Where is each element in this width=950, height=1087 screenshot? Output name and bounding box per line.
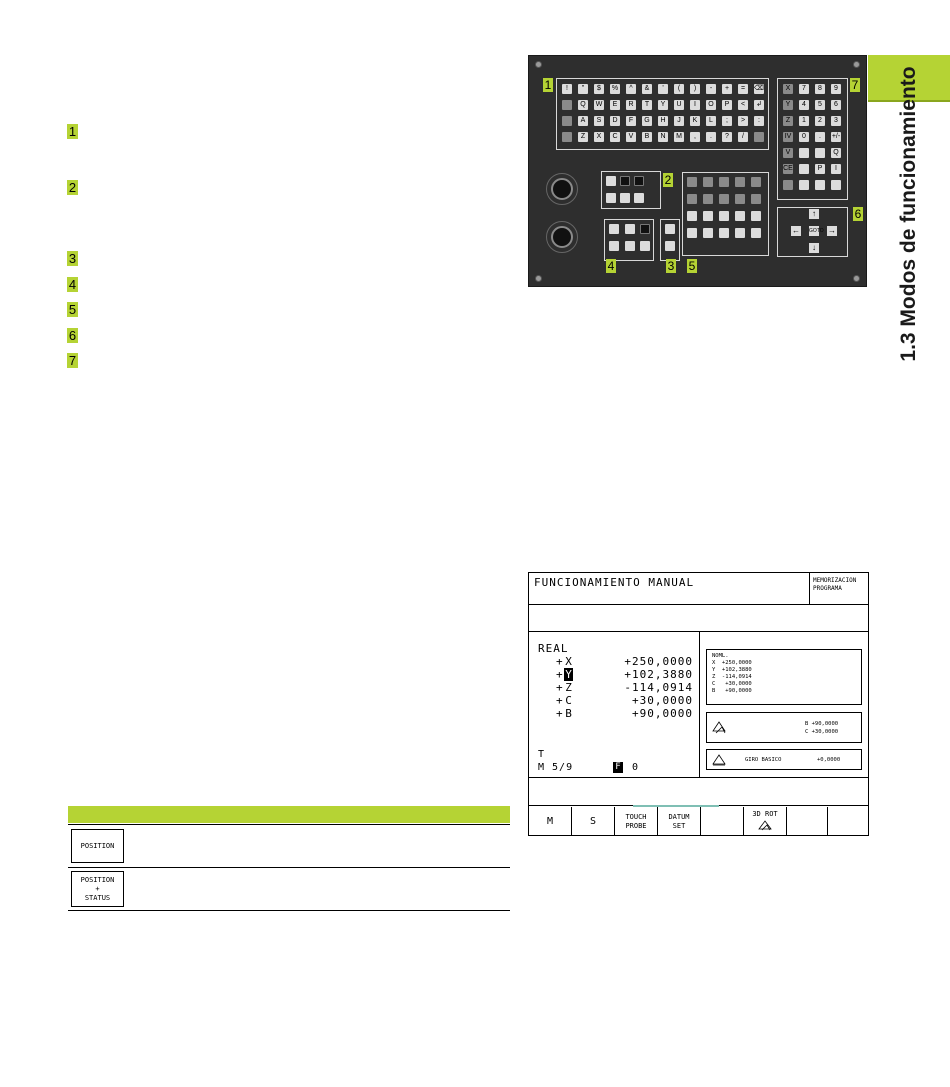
alpha-key[interactable]: K xyxy=(690,116,700,126)
screw-icon xyxy=(853,275,860,282)
header-divider xyxy=(809,573,810,604)
panel-label-1: 1 xyxy=(544,78,552,92)
dialog-key[interactable] xyxy=(719,194,729,204)
numeric-key[interactable] xyxy=(799,148,809,158)
dialog-key[interactable] xyxy=(719,177,729,187)
alpha-key[interactable]: / xyxy=(738,132,748,142)
softkey-m[interactable]: M xyxy=(546,816,554,827)
3d-rotation-icon xyxy=(711,719,727,735)
basic-rotation-box xyxy=(706,749,862,770)
program-edit-key[interactable] xyxy=(665,224,675,234)
softkey-empty-5[interactable] xyxy=(701,809,743,835)
screw-icon xyxy=(535,275,542,282)
table-rule xyxy=(68,867,510,868)
dialog-key[interactable] xyxy=(703,228,713,238)
panel-label-4: 4 xyxy=(607,259,615,273)
alpha-key[interactable]: ! xyxy=(562,84,572,94)
mode-key[interactable] xyxy=(640,224,650,234)
axis-value: +250,0000 xyxy=(624,655,693,668)
axis-name: Z xyxy=(565,681,572,694)
position-status-softkey[interactable] xyxy=(71,871,124,907)
alpha-key[interactable]: V xyxy=(626,132,636,142)
alpha-key[interactable]: P xyxy=(722,100,732,110)
basic-rotation-label: GIRO BASICO xyxy=(745,757,782,763)
dialog-key[interactable] xyxy=(703,177,713,187)
alpha-key[interactable]: R xyxy=(626,100,636,110)
axis-value: +90,0000 xyxy=(632,707,693,720)
mod-key[interactable] xyxy=(620,193,630,203)
spindle-override-knob[interactable] xyxy=(551,226,573,248)
axis-prefix: + xyxy=(556,681,563,694)
numeric-key[interactable] xyxy=(815,148,825,158)
secondary-mode-line2: PROGRAMA xyxy=(813,585,842,592)
alpha-key[interactable] xyxy=(562,132,572,142)
numeric-key[interactable]: Z xyxy=(783,116,793,126)
softkey-touch-probe-bottom: PROBE xyxy=(625,822,647,830)
header-rule xyxy=(529,604,868,605)
axis-value: +102,3880 xyxy=(624,668,693,681)
alpha-key[interactable]: G xyxy=(642,116,652,126)
numeric-key[interactable] xyxy=(799,164,809,174)
pgm-key[interactable] xyxy=(634,176,644,186)
status-line: Y +102,3880 xyxy=(712,667,752,673)
alpha-key[interactable]: ↲ xyxy=(754,100,764,110)
numeric-key[interactable]: IV xyxy=(784,133,792,140)
numeric-key[interactable]: 7 xyxy=(799,84,809,94)
alpha-key[interactable]: % xyxy=(611,85,619,92)
numeric-key[interactable]: Q xyxy=(831,148,841,158)
noml-label: NOML. xyxy=(712,653,729,659)
position-status-line3: STATUS xyxy=(84,894,111,902)
dialog-key[interactable] xyxy=(751,228,761,238)
dialog-key[interactable] xyxy=(703,194,713,204)
alpha-key[interactable]: ; xyxy=(722,116,732,126)
alpha-key[interactable]: ( xyxy=(674,84,684,94)
alpha-key[interactable]: L xyxy=(706,116,716,126)
numeric-key[interactable]: P xyxy=(815,164,825,174)
secondary-mode-line1: MEMORIZACION xyxy=(813,577,857,584)
alpha-key[interactable]: M xyxy=(674,132,684,142)
arrow-up-key[interactable]: ↑ xyxy=(809,209,819,219)
softkey-datum-set-bottom: SET xyxy=(672,822,686,830)
alpha-key[interactable] xyxy=(754,132,764,142)
alpha-key[interactable]: D xyxy=(610,116,620,126)
axis-name: C xyxy=(565,694,572,707)
dialog-key[interactable] xyxy=(735,177,745,187)
position-status-line2: + xyxy=(95,885,100,893)
numeric-key[interactable]: Y xyxy=(783,100,793,110)
axis-value: +30,0000 xyxy=(632,694,693,707)
numeric-key[interactable] xyxy=(831,180,841,190)
softkey-s[interactable]: S xyxy=(589,816,597,827)
dialog-key[interactable] xyxy=(751,211,761,221)
arrow-right-key[interactable]: → xyxy=(828,226,836,235)
axis-prefix: + xyxy=(556,707,563,720)
marker-4: 4 xyxy=(68,277,77,292)
alpha-key[interactable]: ? xyxy=(722,132,732,142)
softkey-empty-7[interactable] xyxy=(787,809,827,835)
keyboard-panel xyxy=(528,55,867,287)
numeric-key[interactable]: V xyxy=(783,148,793,158)
panel-label-7: 7 xyxy=(851,78,859,92)
feed-value: 0 xyxy=(632,762,639,773)
numeric-key[interactable] xyxy=(799,180,809,190)
marker-1: 1 xyxy=(68,124,77,139)
softkey-datum-set[interactable] xyxy=(658,813,700,839)
marker-6: 6 xyxy=(68,328,77,343)
dialog-key[interactable] xyxy=(687,177,697,187)
numeric-key[interactable]: 8 xyxy=(815,84,825,94)
panel-label-5: 5 xyxy=(688,259,696,273)
dialog-key[interactable] xyxy=(687,194,697,204)
alpha-key[interactable]: S xyxy=(594,116,604,126)
panel-label-6: 6 xyxy=(854,207,862,221)
numeric-key[interactable]: 6 xyxy=(831,100,841,110)
numeric-key[interactable]: I xyxy=(831,164,841,174)
panel-label-3: 3 xyxy=(667,259,675,273)
position-status-line1: POSITION xyxy=(80,876,115,884)
alpha-key[interactable]: " xyxy=(578,84,588,94)
status-line: X +250,0000 xyxy=(712,660,752,666)
marker-2: 2 xyxy=(68,180,77,195)
alpha-key[interactable]: Z xyxy=(578,132,588,142)
alpha-key[interactable]: - xyxy=(706,84,716,94)
alpha-key[interactable]: Q xyxy=(578,100,588,110)
alpha-key[interactable] xyxy=(562,116,572,126)
screen-mode-title: FUNCIONAMIENTO MANUAL xyxy=(534,576,695,589)
section-title: 1.3 Modos de funcionamiento xyxy=(897,66,920,362)
softkey-datum-set-top: DATUM xyxy=(668,813,690,821)
alpha-key[interactable]: ) xyxy=(690,84,700,94)
alpha-key[interactable]: Y xyxy=(658,100,668,110)
alpha-key[interactable]: & xyxy=(642,84,652,94)
dialog-key[interactable] xyxy=(687,211,697,221)
status-line: Z -114,0914 xyxy=(712,674,752,680)
dialog-key[interactable] xyxy=(703,211,713,221)
help-key[interactable] xyxy=(634,193,644,203)
dialog-key[interactable] xyxy=(751,177,761,187)
single-block-key[interactable] xyxy=(625,241,635,251)
alpha-key[interactable]: = xyxy=(738,84,748,94)
manual-mode-key[interactable] xyxy=(609,224,619,234)
table-rule xyxy=(68,910,510,911)
status-line: B +90,0000 xyxy=(712,688,752,694)
dialog-key[interactable] xyxy=(719,211,729,221)
alpha-key[interactable]: E xyxy=(610,100,620,110)
dialog-key[interactable] xyxy=(735,194,745,204)
goto-key[interactable]: GOTO xyxy=(809,228,824,234)
status-rule xyxy=(529,777,868,778)
alpha-key[interactable]: ' xyxy=(658,84,668,94)
full-sequence-key[interactable] xyxy=(640,241,650,251)
numeric-key[interactable]: 1 xyxy=(799,116,809,126)
feed-badge: F xyxy=(613,762,623,773)
table-header xyxy=(68,806,510,823)
status-divider xyxy=(699,631,700,777)
axis-prefix: + xyxy=(556,668,563,681)
position-softkey-label: POSITION xyxy=(80,842,115,850)
softkey-3d-rot-label: 3D ROT xyxy=(752,810,778,818)
axis-name: B xyxy=(565,707,572,720)
dialog-key[interactable] xyxy=(735,211,745,221)
softkey-3d-rot[interactable] xyxy=(744,810,786,836)
status-line: C +30,0000 xyxy=(712,681,752,687)
position-softkey[interactable] xyxy=(71,829,124,863)
axis-value: -114,0914 xyxy=(624,681,693,694)
alpha-key[interactable]: ^ xyxy=(626,84,636,94)
dialog-key[interactable] xyxy=(719,228,729,238)
numeric-key[interactable] xyxy=(783,180,793,190)
numeric-key[interactable]: 2 xyxy=(815,116,825,126)
position-status-box xyxy=(706,649,862,705)
numeric-key[interactable]: 4 xyxy=(799,100,809,110)
dialog-key[interactable] xyxy=(687,228,697,238)
alpha-key[interactable]: U xyxy=(674,100,684,110)
pgm-mgt-key[interactable] xyxy=(606,176,616,186)
marker-3: 3 xyxy=(68,251,77,266)
panel-label-2: 2 xyxy=(664,173,672,187)
alpha-key[interactable]: $ xyxy=(594,84,604,94)
alpha-key[interactable]: W xyxy=(595,101,603,108)
numeric-key[interactable]: 0 xyxy=(799,132,809,142)
alpha-key[interactable]: : xyxy=(754,116,764,126)
alpha-key[interactable]: A xyxy=(578,116,588,126)
softkey-touch-probe[interactable] xyxy=(615,813,657,839)
calc-key[interactable] xyxy=(606,193,616,203)
alpha-key[interactable]: F xyxy=(626,116,636,126)
rot-c-value: C +30,0000 xyxy=(805,729,839,735)
rotation-box xyxy=(706,712,862,743)
alpha-key[interactable]: X xyxy=(594,132,604,142)
feed-override-knob[interactable] xyxy=(551,178,573,200)
screw-icon xyxy=(853,61,860,68)
alpha-key[interactable]: , xyxy=(690,132,700,142)
alpha-key[interactable]: C xyxy=(610,132,620,142)
alpha-key[interactable]: H xyxy=(658,116,668,126)
arrow-down-key[interactable]: ↓ xyxy=(809,243,819,253)
axis-prefix: + xyxy=(556,694,563,707)
axis-prefix: + xyxy=(556,655,563,668)
marker-7: 7 xyxy=(68,353,77,368)
alpha-key[interactable]: < xyxy=(738,100,748,110)
alpha-key[interactable]: N xyxy=(658,132,668,142)
pgm-key[interactable] xyxy=(620,176,630,186)
numeric-key[interactable]: X xyxy=(783,84,793,94)
numeric-key[interactable]: . xyxy=(815,132,825,142)
screw-icon xyxy=(535,61,542,68)
numeric-key[interactable]: 9 xyxy=(831,84,841,94)
dialog-key[interactable] xyxy=(751,194,761,204)
m-status: M 5/9 xyxy=(538,762,574,773)
marker-5: 5 xyxy=(68,302,77,317)
axis-name: Y xyxy=(565,668,572,681)
tool-label: T xyxy=(538,749,545,760)
numeric-key[interactable]: 3 xyxy=(831,116,841,126)
alpha-key[interactable]: O xyxy=(706,100,716,110)
handwheel-mode-key[interactable] xyxy=(625,224,635,234)
alpha-key[interactable] xyxy=(562,100,572,110)
numeric-key[interactable]: CE xyxy=(783,165,793,172)
alpha-key[interactable]: + xyxy=(722,84,732,94)
alpha-key[interactable]: J xyxy=(674,116,684,126)
alpha-key[interactable]: B xyxy=(642,132,652,142)
test-run-key[interactable] xyxy=(665,241,675,251)
3d-rotation-icon xyxy=(758,819,772,831)
alpha-key[interactable]: . xyxy=(706,132,716,142)
numeric-key[interactable]: 5 xyxy=(815,100,825,110)
softkey-touch-probe-top: TOUCH xyxy=(625,813,647,821)
numeric-key[interactable]: +/- xyxy=(831,133,841,140)
alpha-key[interactable]: I xyxy=(690,100,700,110)
basic-rotation-icon xyxy=(711,753,727,767)
softkey-highlight xyxy=(633,805,719,807)
axis-name: X xyxy=(565,655,572,668)
softkey-empty-8[interactable] xyxy=(828,809,868,835)
mdi-mode-key[interactable] xyxy=(609,241,619,251)
cnc-screen xyxy=(528,572,869,836)
alpha-key[interactable]: > xyxy=(738,116,748,126)
table-rule xyxy=(68,824,510,825)
alpha-key[interactable]: T xyxy=(642,100,652,110)
numeric-key[interactable] xyxy=(815,180,825,190)
rot-b-value: B +90,0000 xyxy=(805,721,839,727)
dialog-key[interactable] xyxy=(735,228,745,238)
basic-rotation-value: +0,0000 xyxy=(817,757,841,763)
alpha-key[interactable]: ⌫ xyxy=(754,85,764,92)
arrow-left-key[interactable]: ← xyxy=(792,226,800,235)
real-label: REAL xyxy=(538,642,569,655)
